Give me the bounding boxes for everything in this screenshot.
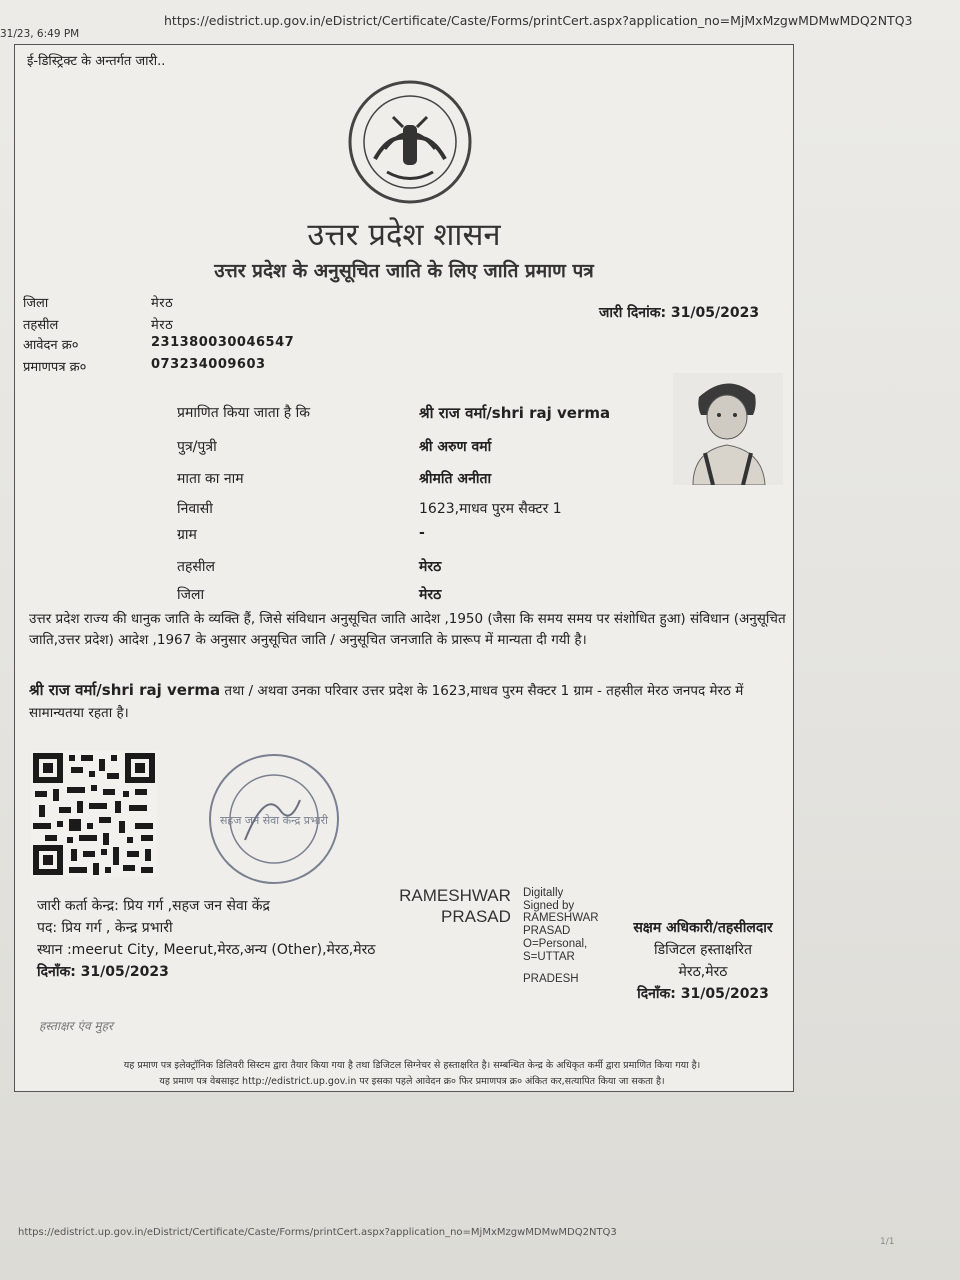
authority-digital-sign: डिजिटल हस्ताक्षरित (654, 942, 752, 958)
signer-name-line1: RAMESHWAR (399, 886, 511, 905)
meta-label: तहसील (23, 318, 59, 333)
browser-print-header (0, 8, 960, 38)
detail-value: 1623,माधव पुरम सैक्टर 1 (419, 501, 562, 517)
disclaimer (37, 1058, 787, 1090)
detail-value: मेरठ (419, 559, 442, 575)
disclaimer-line1: यह प्रमाण पत्र इलेक्ट्रॉनिक डिलिवरी सिस्टम द्वारा तैयार किया गया है तथा डिजिटल सिग्नेचर से हस्ताक्षरित है। सम्बन्धित केन्द्र के अधिकृत कर्मी द्वारा प्रमाणित किया गया है। (123, 1060, 701, 1071)
signer-meta-line4: PRASAD (523, 925, 571, 938)
meta-value: मेरठ (151, 296, 174, 311)
issuer-date: दिनाँक: 31/05/2023 (37, 964, 169, 980)
residence-text: तथा / अथवा उनका परिवार उत्तर प्रदेश के 1623,माधव पुरम सैक्टर 1 ग्राम - तहसील मेरठ जनपद मेरठ में सामान्यतया रहता है। (29, 683, 744, 721)
signer-meta-line2: Signed by (523, 899, 575, 912)
signer-meta-line3: RAMESHWAR (523, 912, 599, 925)
detail-value: श्री राज वर्मा/shri raj verma (419, 404, 611, 422)
detail-value: श्रीमति अनीता (419, 471, 492, 487)
applicant-photo (673, 373, 783, 485)
signer-meta-line7: PRADESH (523, 973, 579, 985)
residence-statement (29, 679, 789, 724)
up-government-emblem-icon (345, 77, 475, 207)
caste-statement: उत्तर प्रदेश राज्य की धानुक जाति के व्यक्ति हैं, जिसे संविधान अनुसूचित जाति आदेश ,1950 (जैसा कि समय समय पर संशोधित हुआ) संविधान (अनुसूचित जाति,उत्तर प्रदेश) आदेश ,1967 के अनुसार अनुसूचित जाति / अनुसूचित जनजाति के प्रारूप में मान्यता दी गयी है। (29, 611, 786, 648)
issuer-center: जारी कर्ता केन्द्र: प्रिय गर्ग ,सहज जन सेवा केंद्र (37, 898, 270, 914)
signer-meta-line1: Digitally (523, 887, 564, 899)
certificate-title: उत्तर प्रदेश के अनुसूचित जाति के लिए जाति प्रमाण पत्र (214, 260, 594, 282)
qr-code (31, 751, 157, 877)
detail-value: श्री अरुण वर्मा (419, 439, 492, 455)
meta-value: 073234009603 (151, 357, 266, 372)
detail-label: तहसील (177, 559, 215, 575)
government-title: उत्तर प्रदेश शासन (307, 217, 501, 253)
issue-date: जारी दिनांक: 31/05/2023 (599, 305, 760, 321)
digital-signature-meta (523, 887, 599, 985)
center-seal-stamp (205, 750, 343, 888)
meta-value: मेरठ (151, 318, 174, 333)
caste-certificate (14, 44, 794, 1092)
detail-value: - (419, 525, 425, 541)
meta-label: आवेदन क्र० (23, 338, 79, 353)
stamp-text: सहज जन सेवा केन्द्र प्रभारी (220, 814, 328, 827)
page-number: 1/1 (880, 1237, 895, 1247)
browser-print-footer: https://edistrict.up.gov.in/eDistrict/Certificate/Caste/Forms/printCert.aspx?application_no=MjMxMzgwMDMwMDQ2NTQ3 (18, 1227, 617, 1238)
issuer-designation: पद: प्रिय गर्ग , केन्द्र प्रभारी (37, 920, 173, 936)
signature-seal-note: हस्ताक्षर एंव मुहर (39, 1019, 113, 1033)
signer-meta-line5: O=Personal, (523, 937, 588, 950)
detail-label: निवासी (177, 501, 213, 517)
meta-label: जिला (23, 296, 49, 311)
print-timestamp: 31/23, 6:49 PM (0, 28, 80, 40)
authority-block (613, 917, 793, 1005)
issuer-block (37, 895, 375, 983)
print-url: https://edistrict.up.gov.in/eDistrict/Certificate/Caste/Forms/printCert.aspx?application_no=MjMxMzgwMDMwMDQ2NTQ3 (164, 13, 913, 28)
detail-label: पुत्र/पुत्री (177, 439, 217, 455)
residence-name: श्री राज वर्मा/shri raj verma (29, 681, 221, 699)
digital-signer-name (399, 885, 511, 927)
signer-meta-line6: S=UTTAR (523, 950, 575, 963)
detail-label: जिला (177, 587, 205, 603)
authority-title: सक्षम अधिकारी/तहसीलदार (633, 920, 773, 936)
detail-value: मेरठ (419, 587, 442, 603)
issuer-place: स्थान :meerut City, Meerut,मेरठ,अन्य (Other),मेरठ,मेरठ (37, 942, 376, 958)
signer-name-line2: PRASAD (441, 907, 511, 926)
meta-value: 231380030046547 (151, 335, 295, 350)
detail-label: ग्राम (177, 527, 197, 543)
disclaimer-line2: यह प्रमाण पत्र वेबसाइट http://edistrict.up.gov.in पर इसका पहले आवेदन क्र० फिर प्रमाणपत्र क्र० अंकित कर,सत्यापित किया जा सकता है। (159, 1076, 665, 1087)
detail-label: प्रमाणित किया जाता है कि (177, 405, 311, 421)
meta-label: प्रमाणपत्र क्र० (23, 360, 87, 375)
authority-date: दिनाँक: 31/05/2023 (637, 986, 769, 1002)
edistrict-note: ई-डिस्ट्रिक्ट के अन्तर्गत जारी.. (27, 54, 166, 69)
authority-place: मेरठ,मेरठ (678, 964, 728, 980)
detail-label: माता का नाम (177, 471, 244, 487)
